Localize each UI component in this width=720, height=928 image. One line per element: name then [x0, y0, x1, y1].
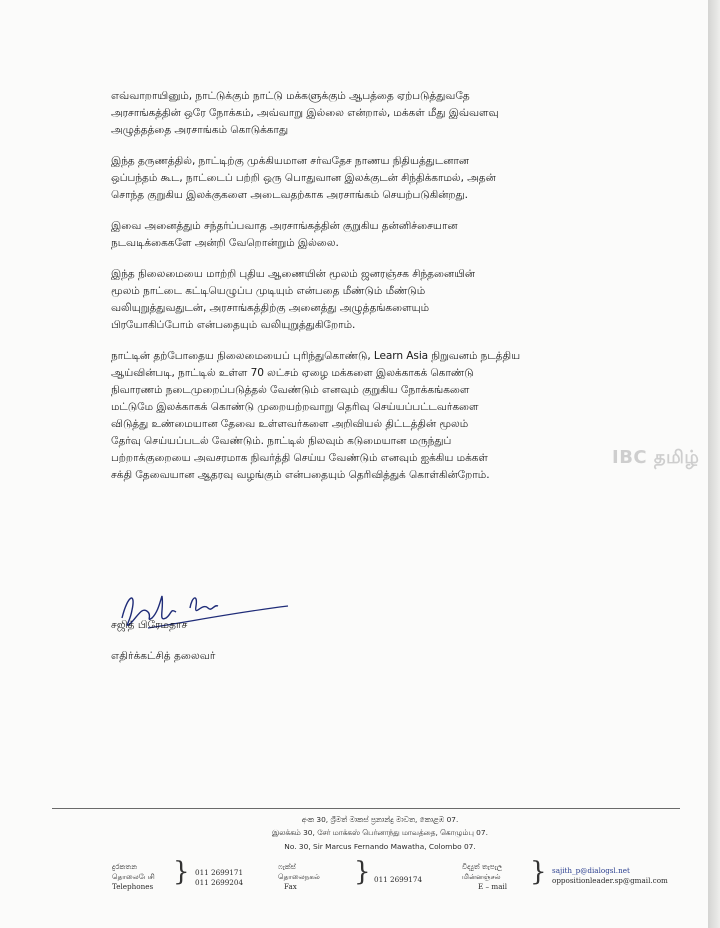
paragraph — [111, 88, 569, 139]
footer-divider — [52, 808, 680, 809]
letter-body — [111, 88, 569, 498]
text-line: விடுத்து உண்மையான தேவை உள்ளவர்களை அறிவியல் திட்டத்தின் மூலம் — [111, 418, 469, 430]
text-line: பற்றாக்குறையை அவசரமாக நிவர்த்தி செய்ய வேண்டும் எனவும் ஐக்கிய மக்கள் — [111, 452, 488, 464]
email-addresses — [552, 866, 668, 886]
email-label-ta: மின்னஞ்சல் — [462, 872, 501, 881]
text-line: நாட்டின் தற்போதைய நிலைமையைப் புரிந்துகொண்டு, Learn Asia நிறுவனம் நடத்திய — [111, 350, 521, 362]
text-line: எவ்வாறாயினும், நாட்டுக்கும் நாட்டு மக்களுக்கும் ஆபத்தை ஏற்படுத்துவதே — [111, 90, 470, 102]
paragraph — [111, 218, 569, 252]
text-line: இந்த நிலைமையை மாற்றி புதிய ஆணையின் மூலம் ஜனரஞ்சக சிந்தனையின் — [111, 268, 476, 280]
email-link[interactable]: oppositionleader.sp@gmail.com — [552, 876, 668, 885]
watermark-logo: IBC தமிழ் — [612, 447, 700, 468]
telephones-label-en: Telephones — [112, 882, 154, 891]
telephones-label — [112, 862, 155, 892]
brace-icon: } — [530, 857, 547, 887]
address-english: No. 30, Sir Marcus Fernando Mawatha, Colombo 07. — [284, 842, 476, 851]
email-label — [462, 862, 507, 892]
text-line: பிரயோகிப்போம் என்பதையும் வலியுறுத்துகிறோம். — [111, 319, 356, 331]
telephone-numbers — [195, 868, 243, 888]
signer-name: சஜித் பிரேமதாச — [111, 619, 188, 631]
text-line: அழுத்தத்தை அரசாங்கம் கொடுக்காது — [111, 124, 289, 136]
paragraph — [111, 266, 569, 334]
paragraph — [111, 348, 569, 484]
brace-icon: } — [354, 857, 371, 887]
telephone-number: 011 2699204 — [195, 878, 244, 887]
text-line: இவை அனைத்தும் சந்தர்ப்பவாத அரசாங்கத்தின் குறுகிய தன்னிச்சையான — [111, 220, 458, 232]
email-label-si: විද්‍යුත් තැපැල — [462, 862, 503, 871]
text-line: நடவடிக்கைகளே அன்றி வேறொன்றும் இல்லை. — [111, 237, 339, 249]
fax-label-ta: தொலைநகல் — [278, 872, 320, 881]
fax-label — [278, 862, 320, 892]
text-line: சக்தி தேவையான ஆதரவு வழங்கும் என்பதையும் தெரிவித்துக் கொள்கின்றோம். — [111, 469, 490, 481]
signer-title: எதிர்க்கட்சித் தலைவர் — [111, 650, 216, 662]
text-line: சொந்த குறுகிய இலக்குகளை அடைவதற்காக அரசாங்கம் செயற்படுகின்றது. — [111, 189, 468, 201]
fax-number: 011 2699174 — [374, 875, 423, 884]
text-line: ஆய்வின்படி, நாட்டில் உள்ள 70 லட்சம் ஏழை மக்களை இலக்காகக் கொண்டு — [111, 367, 474, 379]
fax-label-si: ෆැක්ස් — [278, 862, 296, 871]
fax-label-en: Fax — [284, 882, 297, 891]
text-line: அரசாங்கத்தின் ஒரே நோக்கம், அவ்வாறு இல்லை என்றால், மக்கள் மீது இவ்வளவு — [111, 107, 499, 119]
address-tamil: இலக்கம் 30, சேர் மாக்கஸ் பெர்னாந்து மாவத்தை, கொழும்பு 07. — [272, 828, 488, 837]
text-line: நிவாரணம் நடைமுறைப்படுத்தல் வேண்டும் எனவும் குறுகிய நோக்கங்களை — [111, 384, 470, 396]
telephones-label-ta: தொலைபேசி — [112, 872, 155, 881]
text-line: மூலம் நாட்டை கட்டியெழுப்ப முடியும் என்பதை மீண்டும் மீண்டும் — [111, 285, 426, 297]
page-edge — [708, 0, 720, 928]
text-line: வலியுறுத்துவதுடன், அரசாங்கத்திற்கு அனைத்து அழுத்தங்களையும் — [111, 302, 429, 314]
text-line: ஒப்பந்தம் கூட, நாட்டைப் பற்றி ஒரு பொதுவான இலக்குடன் சிந்திக்காமல், அதன் — [111, 172, 496, 184]
paragraph — [111, 153, 569, 204]
address-sinhala: අංක 30, ශ්‍රීමත් මාකස් ප්‍රනාන්දු මාවත, කොළඹ 07. — [301, 815, 459, 824]
email-label-en: E – mail — [478, 882, 508, 891]
telephone-number: 011 2699171 — [195, 868, 244, 877]
text-line: தேர்வு செய்யப்படல் வேண்டும். நாட்டில் நிலவும் கடுமையான மருந்துப் — [111, 435, 452, 447]
telephones-label-si: දුරකතන — [112, 862, 138, 871]
text-line: இந்த தருணத்தில், நாட்டிற்கு முக்கியமான சர்வதேச நாணய நிதியத்துடனான — [111, 155, 470, 167]
brace-icon: } — [173, 857, 190, 887]
text-line: மட்டுமே இலக்காகக் கொண்டு முறையற்றவாறு தெரிவு செய்யப்பட்டவர்களை — [111, 401, 479, 413]
email-link[interactable]: sajith_p@dialogsl.net — [552, 866, 630, 875]
